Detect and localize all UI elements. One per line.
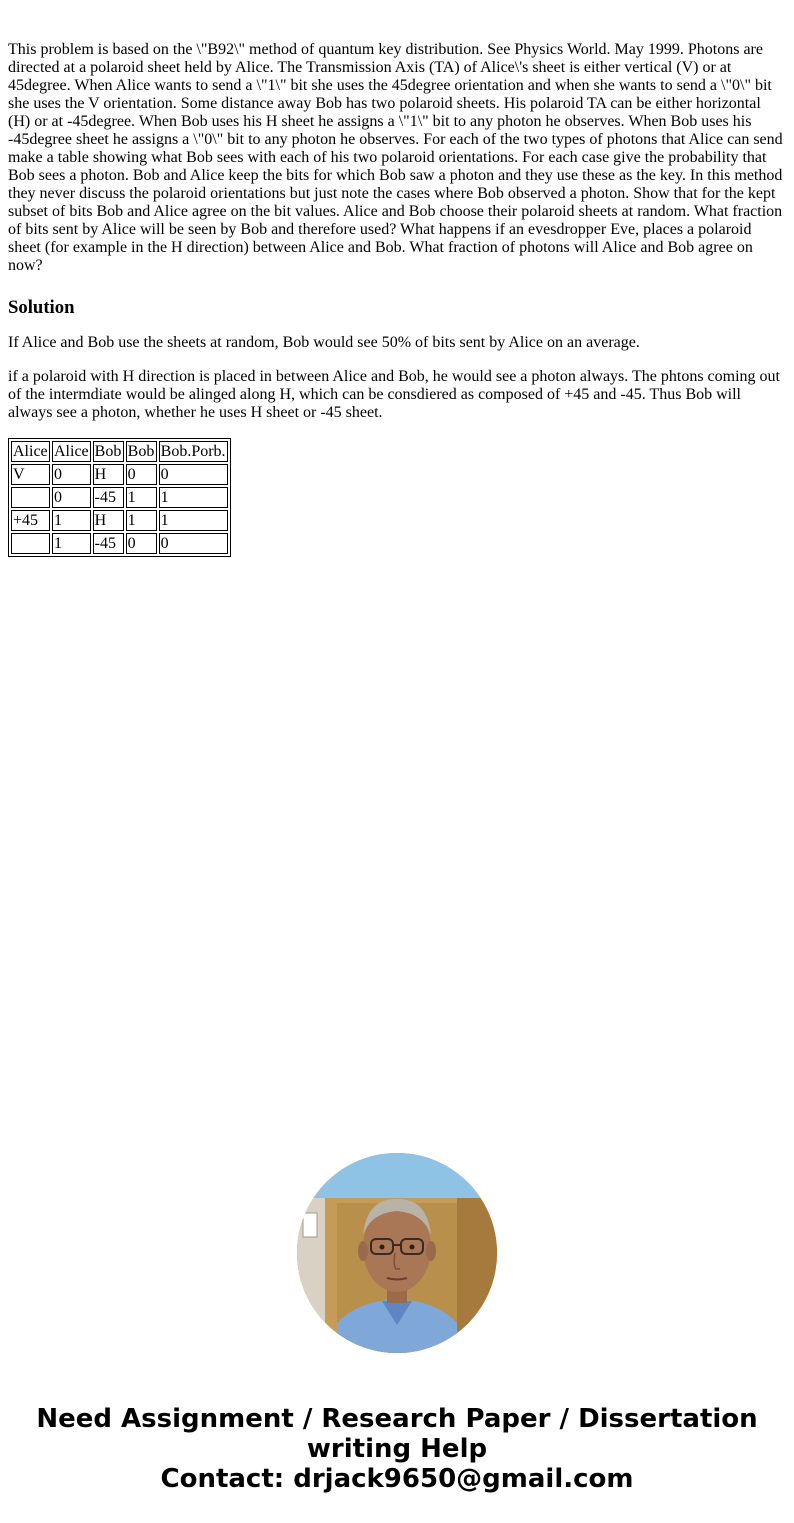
table-cell: 1 [52,533,91,554]
table-row [11,487,228,508]
table-cell: 0 [159,464,228,485]
table-cell: 1 [159,510,228,531]
table-cell: 1 [126,487,157,508]
table-cell: 1 [159,487,228,508]
table-header-cell: Alice [54,443,89,460]
table-cell: 0 [126,464,157,485]
table-row [11,464,228,485]
table-cell: +45 [11,510,50,531]
author-photo [297,1153,497,1353]
footer-contact: Contact: drjack9650@gmail.com [160,1464,634,1494]
table-header-cell: Bob [93,441,124,462]
table-cell: 0 [52,464,91,485]
table-header-row [11,441,228,462]
solution-heading: Solution [8,297,75,318]
portrait-illustration [297,1153,497,1353]
solution-paragraph-1: If Alice and Bob use the sheets at random, Bob would see 50% of bits sent by Alice on an average. [8,334,640,351]
table-cell: 0 [52,487,91,508]
table-row [11,510,228,531]
footer-line-2: writing Help [306,1434,488,1464]
table-cell: 1 [126,510,157,531]
table-header-cell: Bob [126,441,157,462]
table-cell: 1 [52,510,91,531]
problem-statement: This problem is based on the \"B92\" method of quantum key distribution. See Physics World. May 1999. Photons are directed at a polaroid sheet held by Alice. The Transmission Axis (TA) of Alice\'s sheet is either vertical (V) or at 45degree. When Alice wants to send a \"1\" bit she uses the 45degree orientation and when she wants to send a \"0\" bit she uses the V orientation. Some distance away Bob has two polaroid sheets. His polaroid TA can be either horizontal (H) or at -45degree. When Bob uses his H sheet he assigns a \"1\" bit to any photon he observes. When Bob uses his -45degree sheet he assigns a \"0\" bit to any photon he observes. For each of the two types of photons that Alice can send make a table showing what Bob sees with each of his two polaroid orientations. For each case give the probability that Bob sees a photon. Bob and Alice keep the bits for which Bob saw a photon and they use these as the key. In this method they never discuss the polaroid orientations but just note the cases where Bob observed a photon. Show that for the kept subset of bits Bob and Alice agree on the bit values. Alice and Bob choose their polaroid sheets at random. What fraction of bits sent by Alice will be seen by Bob and therefore used? What happens if an evesdropper Eve, places a polaroid sheet (for example in the H direction) between Alice and Bob. What fraction of photons will Alice and Bob agree on now? [8,41,783,274]
table-cell: 0 [126,533,157,554]
table-row [11,533,228,554]
footer-line-1: Need Assignment / Research Paper / Dissertation [36,1404,758,1434]
table-header-cell: Bob.Porb. [160,443,226,460]
table-cell: -45 [93,533,124,554]
solution-table [8,438,231,557]
table-cell: H [93,464,124,485]
footer-banner [0,1404,794,1494]
article-content [8,41,786,557]
table-header-cell: Alice [11,441,50,462]
solution-paragraph-2: if a polaroid with H direction is placed in between Alice and Bob, he would see a photon always. The phtons coming out of the intermdiate would be alinged along H, which can be consdiered as composed of +45 and -45. Thus Bob will always see a photon, whether he uses H sheet or -45 sheet. [8,368,780,421]
table-cell: -45 [93,487,124,508]
table-cell: 0 [159,533,228,554]
table-cell [11,533,50,554]
table-cell: H [93,510,124,531]
table-cell [11,487,50,508]
table-cell: V [11,464,50,485]
